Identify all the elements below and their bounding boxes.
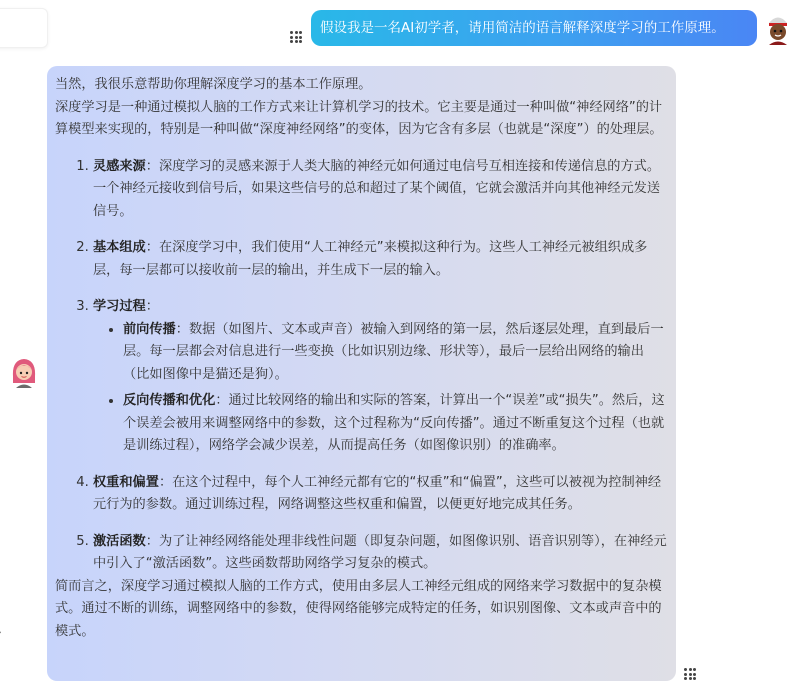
list-item bbox=[93, 531, 668, 576]
list-item bbox=[93, 156, 668, 224]
drag-handle-icon[interactable] bbox=[684, 668, 696, 680]
user-message-bubble bbox=[311, 10, 757, 46]
list-item-text: 深度学习的灵感来源于人类大脑的神经元如何通过电信号互相连接和传递信息的方式。一个神经元接收到信号后，如果这些信号的总和超过了某个阈值，它就会激活并向其他神经元发送信号。 bbox=[93, 158, 661, 219]
list-item bbox=[93, 472, 668, 517]
list-item-separator: ： bbox=[145, 240, 159, 255]
sub-list-item bbox=[123, 390, 668, 458]
list-item-title: 灵感来源 bbox=[93, 158, 146, 174]
sub-item-text: 数据（如图片、文本或声音）被输入到网络的第一层，然后逐层处理，直到最后一层。每一层都会对信息进行一些变换（比如识别边缘、形状等），最后一层给出网络的输出（比如图像中是猫还是狗）。 bbox=[123, 321, 664, 382]
list-item-title: 权重和偏置 bbox=[93, 474, 159, 490]
list-item-separator: ： bbox=[145, 299, 159, 314]
list-item-text: 为了让神经网络能处理非线性问题（即复杂问题，如图像识别、语音识别等），在神经元中引入了“激活函数”。这些函数帮助网络学习复杂的模式。 bbox=[93, 533, 667, 571]
sub-item-separator: ： bbox=[175, 321, 189, 337]
list-item bbox=[93, 296, 668, 458]
reply-intro: 当然，我很乐意帮助你理解深度学习的基本工作原理。 bbox=[55, 77, 372, 92]
sub-item-separator: ： bbox=[215, 393, 229, 408]
sub-item-text: 通过比较网络的输出和实际的答案，计算出一个“误差”或“损失”。然后，这个误差会被用来调整网络中的参数，这个过程称为“反向传播”。通过不断重复这个过程（也就是训练过程），网络学会减少误差，从而提高任务（如图像识别）的准确率。 bbox=[123, 393, 665, 453]
side-panel-card bbox=[0, 8, 48, 48]
reply-steps-list bbox=[55, 156, 668, 576]
sub-list-item bbox=[123, 319, 668, 387]
assistant-message-bubble bbox=[47, 66, 676, 681]
list-item-text: 在深度学习中，我们使用“人工神经元”来模拟这种行为。这些人工神经元被组织成多层，每一层都可以接收前一层的输出，并生成下一层的输入。 bbox=[93, 240, 648, 278]
reply-summary: 简而言之，深度学习通过模拟人脑的工作方式，使用由多层人工神经元组成的网络来学习数据中的复杂模式。通过不断的训练，调整网络中的参数，使得网络能够完成特定的任务，如识别图像、文本或声音中的模式。 bbox=[55, 578, 662, 639]
chevron-right-icon[interactable] bbox=[0, 625, 2, 639]
list-item-title: 基本组成 bbox=[93, 240, 146, 255]
user-avatar bbox=[765, 13, 791, 45]
list-item-separator: ： bbox=[145, 158, 159, 174]
drag-handle-icon[interactable] bbox=[290, 31, 302, 43]
list-item-title: 学习过程 bbox=[93, 299, 146, 314]
user-message-text: 假设我是一名AI初学者，请用简洁的语言解释深度学习的工作原理。 bbox=[320, 20, 725, 36]
list-item-text: 在这个过程中，每个人工神经元都有它的“权重”和“偏置”，这些可以被视为控制神经元行为的参数。通过训练过程，网络调整这些权重和偏置，以便更好地完成其任务。 bbox=[93, 474, 662, 512]
reply-overview: 深度学习是一种通过模拟人脑的工作方式来让计算机学习的技术。它主要是通过一种叫做“神经网络”的计算模型来实现的，特别是一种叫做“深度神经网络”的变体，因为它含有多层（也就是“深度”）的处理层。 bbox=[55, 99, 663, 137]
list-item bbox=[93, 237, 668, 282]
list-item-separator: ： bbox=[158, 474, 173, 490]
sub-item-title: 反向传播和优化 bbox=[123, 393, 216, 408]
list-item-separator: ： bbox=[145, 533, 159, 549]
assistant-avatar bbox=[10, 356, 38, 388]
sub-item-title: 前向传播 bbox=[123, 321, 176, 337]
sub-list bbox=[93, 319, 668, 458]
list-item-title: 激活函数 bbox=[93, 533, 146, 549]
